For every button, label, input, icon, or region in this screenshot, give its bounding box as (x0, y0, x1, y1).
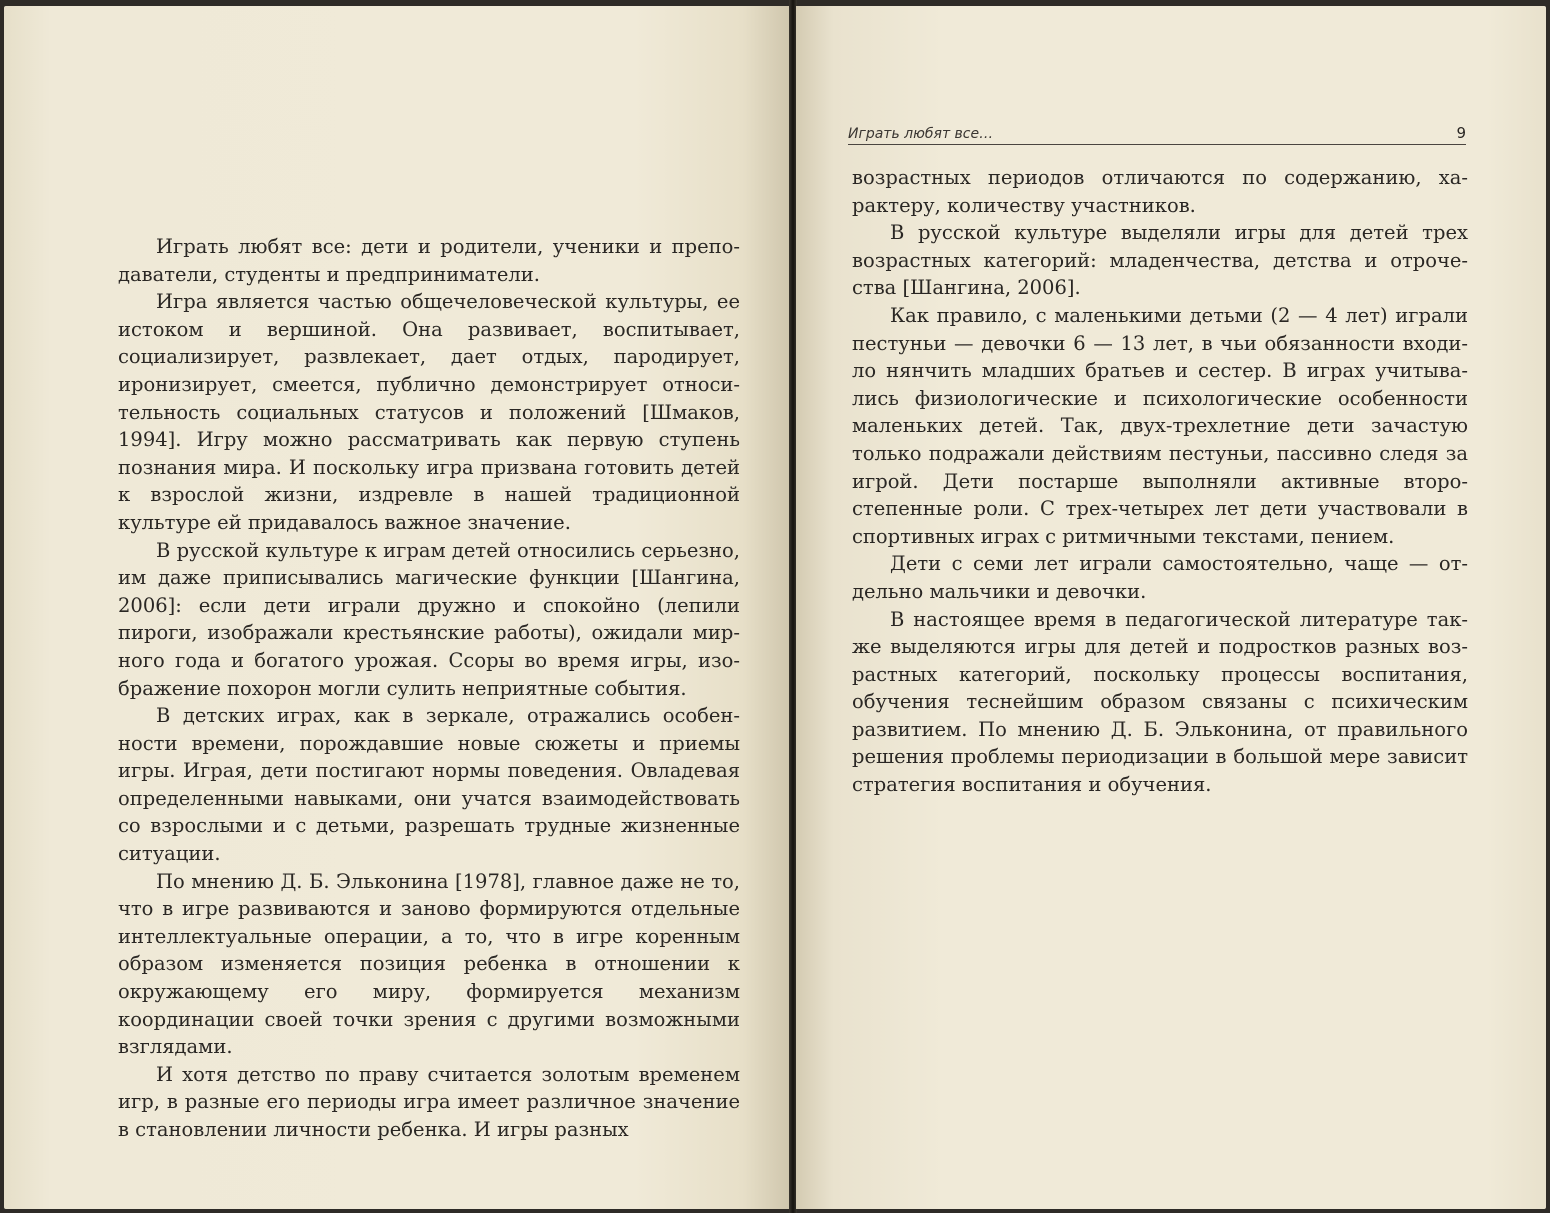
left-page (4, 6, 790, 1209)
left-page-body (118, 233, 740, 1144)
paragraph: В детских играх, как в зеркале, отражались особенности времени, порождавшие новые сюжеты и приемы игры. Играя, дети постигают нормы поведения. Овладевая определенными навыками, они учатся взаимодействовать со взрослыми и с детьми, разрешать трудные жизненные ситуации. (118, 704, 740, 866)
paragraph: И хотя детство по праву считается золотым временем игр, в разные его периоды игра имеет различное значение в становлении личности ребенка. И игры разных (118, 1062, 740, 1141)
continued-paragraph: возрастных периодов отличаются по содержанию, характеру, количеству участников. (852, 166, 1468, 217)
paragraph: Игра является частью общечеловеческой культуры, ее истоком и вершиной. Она развивает, воспитывает, социализирует, развлекает, дает отдых, пародирует, иронизирует, смеется, публично демонстрирует относительность социальных статусов и положений [Шмаков, 1994]. Игру можно рассматривать как первую ступень познания мира. И поскольку игра призвана готовить детей к взрослой жизни, издревле в нашей традиционной культуре ей придавалось важное значение. (118, 290, 740, 534)
paragraph: В русской культуре к играм детей относились серьезно, им даже приписывались магические функции [Шангина, 2006]: если дети играли дружно и спокойно (лепили пироги, изображали крестьянские работы), ожидали мирного года и богатого урожая. Ссоры во время игры, изображение похорон могли сулить неприятные события. (118, 538, 740, 700)
right-page-body (852, 164, 1468, 799)
paragraph: По мнению Д. Б. Эльконина [1978], главное даже не то, что в игре развиваются и заново формируются отдельные интеллектуальные операции, а то, что в игре коренным образом изменяется позиция ребенка в отношении к окружающему его миру, формируется механизм координации своей точки зрения с другими возможными взглядами. (118, 869, 740, 1059)
paragraph: Дети с семи лет играли самостоятельно, чаще — отдельно мальчики и девочки. (852, 552, 1468, 603)
right-page (796, 6, 1546, 1209)
running-title: Играть любят все… (848, 126, 994, 142)
paragraph: Как правило, с маленькими детьми (2 — 4 лет) играли пестуньи — девочки 6 — 13 лет, в чьи обязанности входило нянчить младших братьев и сестер. В играх учитывались физиологические и психологические особенности маленьких детей. Так, двух-трехлетние дети зачастую только подражали действиям пестуньи, пассивно следя за игрой. Дети постарше выполняли активные второстепенные роли. С трех-четырех лет дети участвовали в спортивных играх с ритмичными текстами, пением. (852, 303, 1468, 548)
running-head (848, 118, 1466, 145)
paragraph: В русской культуре выделяли игры для детей трех возрастных категорий: младенчества, детства и отрочества [Шангина, 2006]. (852, 221, 1468, 300)
paragraph: В настоящее время в педагогической литературе также выделяются игры для детей и подростков разных возрастных категорий, поскольку процессы воспитания, обучения теснейшим образом связаны с психическим развитием. По мнению Д. Б. Эльконина, от правильного решения проблемы периодизации в большой мере зависит стратегия воспитания и обучения. (852, 607, 1468, 797)
page-number: 9 (1456, 124, 1466, 142)
paragraph: Играть любят все: дети и родители, ученики и преподаватели, студенты и предприниматели. (118, 235, 740, 286)
